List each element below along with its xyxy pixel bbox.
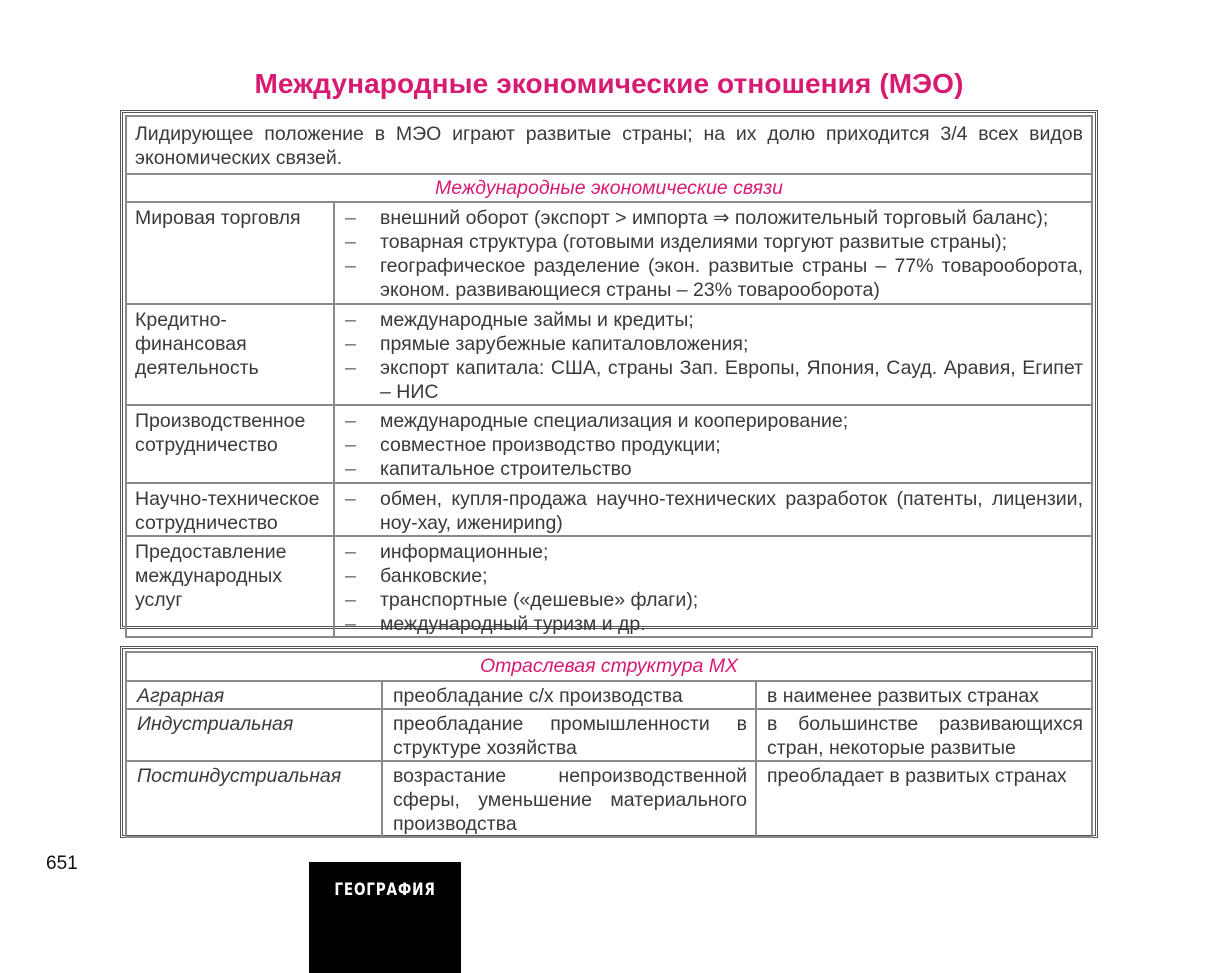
dash-bullet: – <box>345 541 356 563</box>
dash-bullet: – <box>345 589 356 611</box>
category-science-tech: Научно-техническое сотрудничество <box>126 483 334 536</box>
dash-bullet: – <box>345 231 356 253</box>
list-item: – экспорт капитала: США, страны Зап. Европы, Япония, Сауд. Аравия, Египет – НИС <box>345 357 1083 403</box>
table-row <box>126 536 1092 637</box>
list-item: – географическое разделение (экон. развитые страны – 77% товарооборота, эконом. развивающиеся страны – 23% товарооборота) <box>345 255 1083 301</box>
section-tab-label: ГЕОГРАФИЯ <box>334 880 436 900</box>
dash-bullet: – <box>345 207 356 229</box>
list-item: – обмен, купля-продажа научно-технических разработок (патенты, лицензии, ноу-хау, иженириng) <box>345 488 1083 534</box>
list-item: – транспортные («дешевые» флаги); <box>345 589 699 611</box>
list-item: – банковские; <box>345 565 488 587</box>
dash-bullet: – <box>345 613 356 635</box>
table-row <box>126 483 1092 536</box>
economy-type: Индустриальная <box>126 709 382 761</box>
economy-where: в большинстве развивающихся стран, некоторые развитые <box>756 709 1092 761</box>
economy-type: Аграрная <box>126 681 382 709</box>
list-item: – внешний оборот (экспорт > импорта ⇒ положительный торговый баланс); <box>345 207 1049 229</box>
list-item: – международные займы и кредиты; <box>345 309 694 331</box>
list-item: – международный туризм и др. <box>345 613 646 635</box>
section-header-economic-links: Международные экономические связи <box>126 174 1092 202</box>
economy-feature: преобладание с/х производства <box>382 681 756 709</box>
section-header-sectoral-structure: Отраслевая структура МХ <box>126 652 1092 681</box>
item-list <box>334 405 1092 483</box>
economy-feature: возрастание непроизводственной сферы, уменьшение материального производства <box>382 761 756 837</box>
dash-bullet: – <box>345 333 356 355</box>
list-item: – капитальное строительство <box>345 458 632 480</box>
category-international-services: Предоставление международных услуг <box>126 536 334 637</box>
list-item: – международные специализация и кооперирование; <box>345 410 849 432</box>
list-item: – прямые зарубежные капиталовложения; <box>345 333 749 355</box>
table-row <box>126 681 1092 709</box>
dash-bullet: – <box>345 488 356 510</box>
list-item: – товарная структура (готовыми изделиями торгуют развитые страны); <box>345 231 1008 253</box>
international-economic-relations-table <box>120 110 1098 635</box>
economy-where: преобладает в развитых странах <box>756 761 1092 837</box>
dash-bullet: – <box>345 458 356 480</box>
table-row <box>126 202 1092 304</box>
item-list <box>334 202 1092 304</box>
category-world-trade: Мировая торговля <box>126 202 334 304</box>
economy-feature: преобладание промышленности в структуре хозяйства <box>382 709 756 761</box>
dash-bullet: – <box>345 434 356 456</box>
table-row <box>126 405 1092 483</box>
section-tab <box>309 862 461 973</box>
list-item: – совместное производство продукции; <box>345 434 721 456</box>
item-list <box>334 536 1092 637</box>
category-production-cooperation: Производственное сотрудничество <box>126 405 334 483</box>
list-item: – информационные; <box>345 541 549 563</box>
table-row <box>126 304 1092 405</box>
dash-bullet: – <box>345 357 356 379</box>
dash-bullet: – <box>345 309 356 331</box>
dash-bullet: – <box>345 410 356 432</box>
page-title: Международные экономические отношения (МЭО) <box>254 68 964 99</box>
table-row <box>126 761 1092 837</box>
table-row <box>126 709 1092 761</box>
item-list <box>334 304 1092 405</box>
page-number: 651 <box>46 853 78 874</box>
item-list <box>334 483 1092 536</box>
dash-bullet: – <box>345 565 356 587</box>
sectoral-structure-table <box>120 646 1098 838</box>
economy-where: в наименее развитых странах <box>756 681 1092 709</box>
economy-type: Постиндустриальная <box>126 761 382 837</box>
dash-bullet: – <box>345 255 356 277</box>
intro-text: Лидирующее положение в МЭО играют развитые страны; на их долю приходится 3/4 всех видов экономических связей. <box>126 116 1092 174</box>
category-credit-finance: Кредитно-финансовая деятельность <box>126 304 334 405</box>
